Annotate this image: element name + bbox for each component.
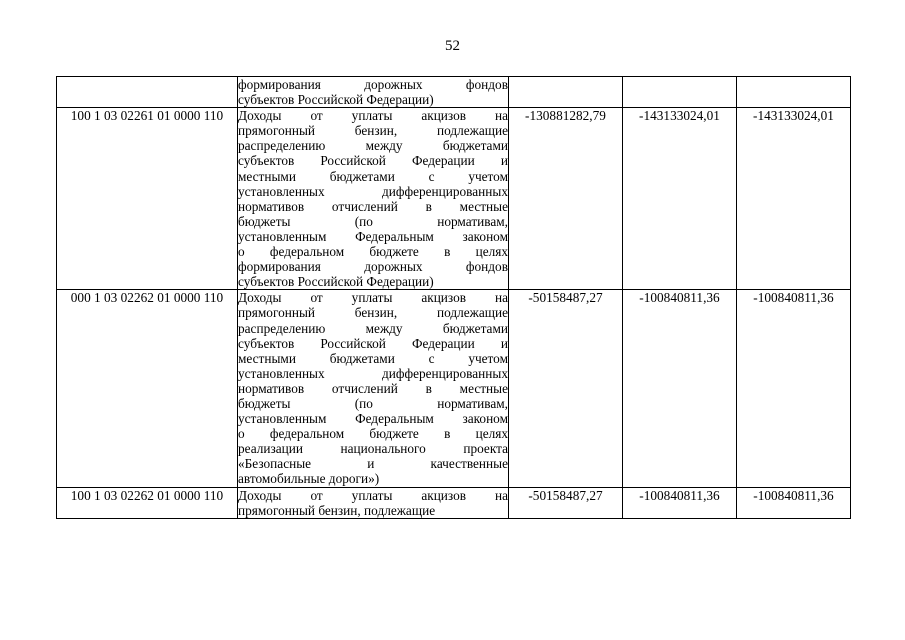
- amount-cell-year-2: -100840811,36: [623, 487, 737, 518]
- description-cell: [238, 108, 509, 290]
- table-row: [57, 77, 851, 108]
- description-line: установленным Федеральным законом: [238, 228, 508, 244]
- description-line: распределению между бюджетами: [238, 138, 508, 154]
- description-line: Доходы от уплаты акцизов на: [238, 290, 508, 306]
- description-line: формирования дорожных фондов: [238, 77, 508, 92]
- description-cell: [238, 290, 509, 487]
- description-line: прямогонный бензин, подлежащие: [238, 502, 436, 518]
- amount-cell-year-1: -50158487,27: [509, 290, 623, 487]
- description-line: прямогонный бензин, подлежащие: [238, 123, 508, 139]
- description-line: распределению между бюджетами: [238, 320, 508, 336]
- amount-cell-year-1: [509, 77, 623, 108]
- amount-cell-year-2: -143133024,01: [623, 108, 737, 290]
- amount-cell-year-2: [623, 77, 737, 108]
- amount-cell-year-3: -143133024,01: [737, 108, 851, 290]
- revenue-table: [56, 76, 851, 519]
- description-line: формирования дорожных фондов: [238, 259, 508, 275]
- description-line: субъектов Российской Федерации): [238, 92, 434, 108]
- description-line: бюджеты (по нормативам,: [238, 213, 508, 229]
- description-line: установленных дифференцированных: [238, 365, 508, 381]
- description-cell: [238, 487, 509, 518]
- description-line: «Безопасные и качественные: [238, 456, 508, 472]
- description-line: бюджеты (по нормативам,: [238, 395, 508, 411]
- description-line: субъектов Российской Федерации и: [238, 335, 508, 351]
- description-line: реализации национального проекта: [238, 441, 508, 457]
- amount-cell-year-3: -100840811,36: [737, 487, 851, 518]
- amount-cell-year-2: -100840811,36: [623, 290, 737, 487]
- description-line: установленных дифференцированных: [238, 183, 508, 199]
- table-row: [57, 290, 851, 487]
- amount-cell-year-3: [737, 77, 851, 108]
- description-line: прямогонный бензин, подлежащие: [238, 305, 508, 321]
- budget-code-cell: 100 1 03 02261 01 0000 110: [57, 108, 238, 290]
- description-line: автомобильные дороги»): [238, 471, 380, 487]
- budget-code-cell: 100 1 03 02262 01 0000 110: [57, 487, 238, 518]
- description-line: Доходы от уплаты акцизов на: [238, 108, 508, 124]
- table-row: [57, 108, 851, 290]
- page-number: 52: [445, 38, 460, 54]
- description-line: субъектов Российской Федерации): [238, 274, 434, 290]
- description-line: Доходы от уплаты акцизов на: [238, 487, 508, 503]
- description-line: местными бюджетами с учетом: [238, 350, 508, 366]
- description-line: нормативов отчислений в местные: [238, 198, 508, 214]
- description-line: субъектов Российской Федерации и: [238, 153, 508, 169]
- description-line: нормативов отчислений в местные: [238, 380, 508, 396]
- budget-code-cell: 000 1 03 02262 01 0000 110: [57, 290, 238, 487]
- amount-cell-year-1: -130881282,79: [509, 108, 623, 290]
- amount-cell-year-1: -50158487,27: [509, 487, 623, 518]
- budget-code-cell: [57, 77, 238, 108]
- description-line: местными бюджетами с учетом: [238, 168, 508, 184]
- description-line: установленным Федеральным законом: [238, 411, 508, 427]
- description-line: о федеральном бюджете в целях: [238, 244, 508, 260]
- amount-cell-year-3: -100840811,36: [737, 290, 851, 487]
- table-row: [57, 487, 851, 518]
- description-cell: [238, 77, 509, 108]
- description-line: о федеральном бюджете в целях: [238, 426, 508, 442]
